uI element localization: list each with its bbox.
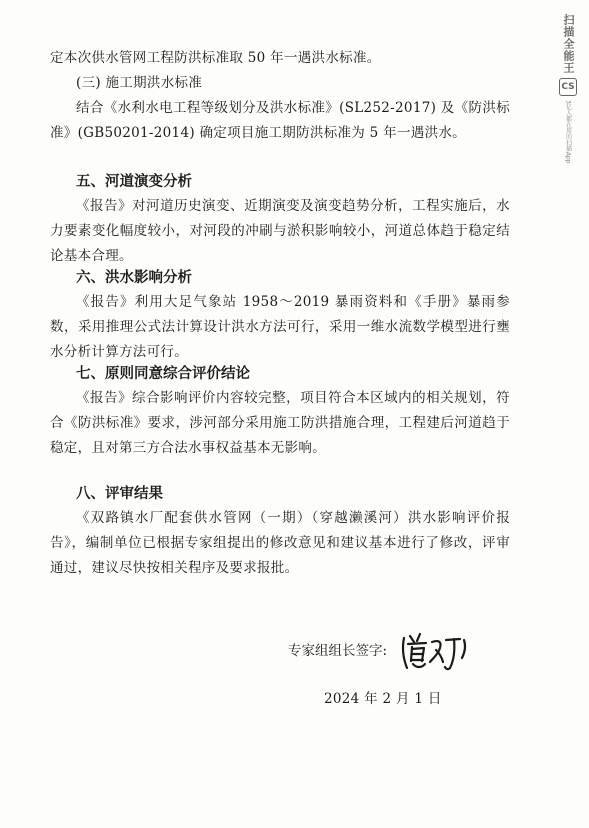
scanner-watermark [557,14,579,164]
section-7-text: 《报告》综合影响评价内容较完整，项目符合本区域内的相关规划，符合《防洪标准》要求，涉河部分采用施工防洪措施合理，工程建后河道趋于稳定，且对第三方合法水事权益基本无影响。 [50,390,510,456]
section-6-text: 《报告》利用大足气象站 1958～2019 暴雨资料和《手册》暴雨参数，采用推理公式法计算设计洪水方法可行，采用一维水流数学模型进行壅水分析计算方法可行。 [50,294,510,360]
section-8-heading: 八、评审结果 [76,486,163,502]
signature-label: 专家组组长签字: [288,643,388,659]
signature-date: 2024 年 2 月 1 日 [324,691,442,707]
subsection-3-title: (三) 施工期洪水标准 [76,75,203,91]
section-8-text: 《双路镇水厂配套供水管网（一期）（穿越濑溪河）洪水影响评价报告》，编制单位已根据专家组提出的修改意见和建议基本进行了修改，评审通过，建议尽快按相关程序及要求报批。 [50,510,510,576]
intro-paragraph: 定本次供水管网工程防洪标准取 50 年一遇洪水标准。 [50,50,381,66]
handwritten-signature [398,628,478,678]
section-5-text: 《报告》对河道历史演变、近期演变及演变趋势分析，工程实施后，水力要素变化幅度较小，对河段的冲刷与淤积影响较小，河道总体趋于稳定结论基本合理。 [50,198,510,264]
watermark-subtitle: 3亿人都在用的扫描App [564,100,572,164]
section-7-heading: 七、原则同意综合评价结论 [76,366,250,382]
subsection-3-text: 结合《水利水电工程等级划分及洪水标准》(SL252-2017) 及《防洪标准》(GB50201-2014) 确定项目施工期防洪标准为 5 年一遇洪水。 [50,100,510,141]
watermark-name: 扫描全能王 [562,14,575,74]
section-5-heading: 五、河道演变分析 [76,174,192,190]
section-6-heading: 六、洪水影响分析 [76,270,192,286]
scanner-logo-icon: CS [559,78,577,96]
